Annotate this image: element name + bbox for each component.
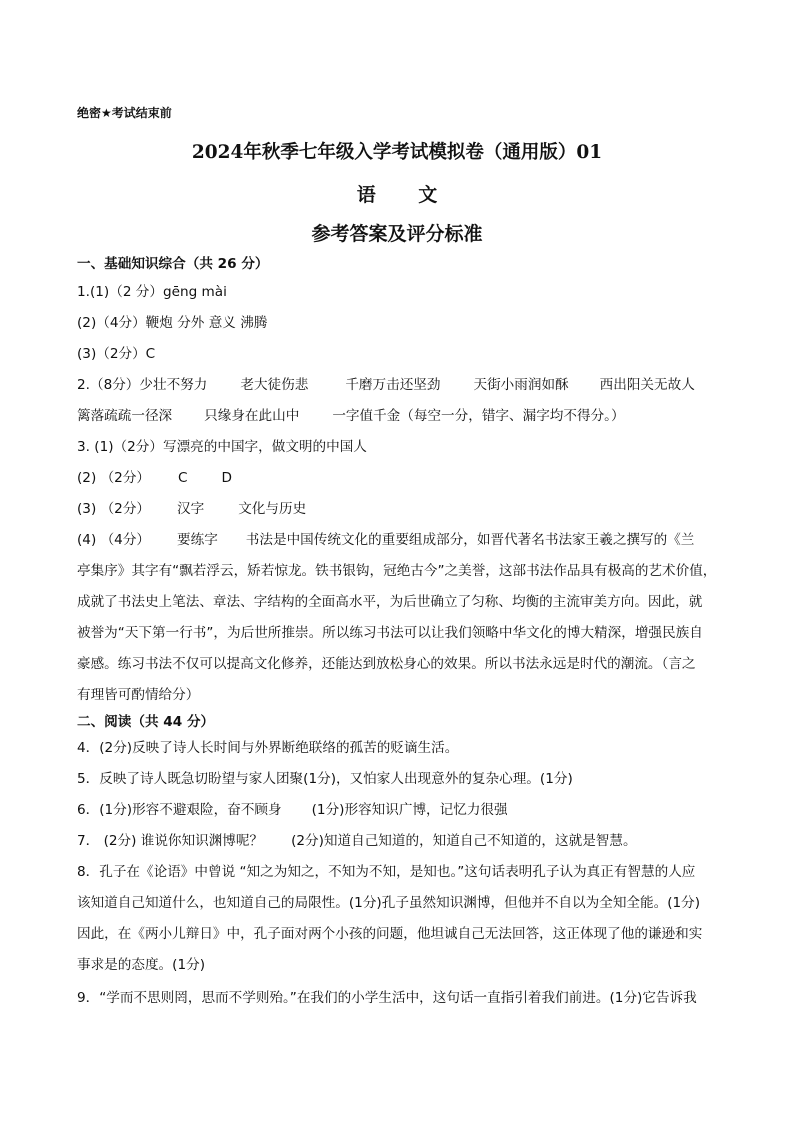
- answer-line: [77, 833, 637, 849]
- exam-title: 2024年秋季七年级入学考试模拟卷（通用版）01: [191, 142, 603, 163]
- answer-part: 天街小雨润如酥: [473, 377, 569, 393]
- answer-part: (2) （2分）: [77, 470, 151, 486]
- answer-part: 一字值千金（每空一分，错字、漏字均不得分。）: [332, 408, 625, 424]
- answer-line: 被誉为“天下第一行书”，为后世所推崇。所以练习书法可以让我们领略中华文化的博大精深，增强民族自: [77, 625, 703, 641]
- answer-part: 只缘身在此山中: [204, 408, 300, 424]
- answer-part: 要练字: [177, 532, 218, 548]
- section-heading-basic-knowledge: 一、基础知识综合（共 26 分）: [77, 256, 269, 272]
- answer-line: [77, 377, 695, 393]
- answer-line: 3. (1)（2分）写漂亮的中国字，做文明的中国人: [77, 439, 367, 455]
- confidential-mark: 绝密★考试结束前: [77, 106, 172, 120]
- answer-part: 老大徒伤悲: [240, 377, 309, 393]
- answer-line: 因此，在《两小儿辩日》中，孔子面对两个小孩的问题，他坦诚自己无法回答，这正体现了他的谦逊和实: [77, 926, 703, 942]
- answer-line: [77, 802, 508, 818]
- answer-line: [77, 470, 232, 486]
- answer-line: 9．“学而不思则罔，思而不学则殆。”在我们的小学生活中，这句话一直指引着我们前进。(1分)它告诉我: [77, 990, 697, 1006]
- answer-line: [77, 532, 694, 548]
- answer-part: D: [221, 470, 232, 486]
- answer-part: 2.（8分）少壮不努力: [77, 377, 208, 393]
- answer-line: 事求是的态度。(1分): [77, 957, 206, 973]
- answer-line: 5．反映了诗人既急切盼望与家人团聚(1分)，又怕家人出现意外的复杂心理。(1分): [77, 771, 573, 787]
- answer-part: 7． (2分) 谁说你知识渊博呢？: [77, 833, 264, 849]
- answer-part: (3) （2分）: [77, 501, 151, 517]
- document-title: 参考答案及评分标准: [311, 223, 483, 245]
- answer-part: 汉字: [177, 501, 205, 517]
- answer-part: (4) （4分）: [77, 532, 151, 548]
- answer-line: 有理皆可酌情给分）: [77, 687, 200, 703]
- answer-line: 成就了书法史上笔法、章法、字结构的全面高水平，为后世确立了匀称、均衡的主流审美方向。因此，就: [77, 594, 703, 610]
- answer-part: 6．(1分)形容不避艰险，奋不顾身: [77, 802, 282, 818]
- answer-part: 千磨万击还坚劲: [345, 377, 441, 393]
- subject-title: 语 文: [356, 184, 456, 206]
- answer-line: 8．孔子在《论语》中曾说 “知之为知之，不知为不知，是知也。”这句话表明孔子认为真正有智慧的人应: [77, 864, 696, 880]
- answer-part: 文化与历史: [238, 501, 307, 517]
- answer-part: (1分)形容知识广博，记忆力很强: [311, 802, 508, 818]
- answer-line: 亭集序》其字有“飘若浮云，矫若惊龙。铁书银钩，冠绝古今”之美誉，这部书法作品具有极高的艺术价值，: [77, 563, 717, 579]
- answer-part: 篱落疏疏一径深: [77, 408, 173, 424]
- answer-line: 该知道自己知道什么，也知道自己的局限性。(1分)孔子虽然知识渊博，但他并不自以为全知全能。(1分): [77, 895, 701, 911]
- answer-line: 1.(1)（2 分）gēng mài: [77, 284, 227, 300]
- section-heading-reading: 二、阅读（共 44 分）: [77, 714, 215, 730]
- answer-line: 豪感。练习书法不仅可以提高文化修养，还能达到放松身心的效果。所以书法永远是时代的潮流。（言之: [77, 656, 696, 672]
- answer-part: 书法是中国传统文化的重要组成部分，如晋代著名书法家王羲之撰写的《兰: [245, 532, 695, 548]
- answer-part: (2分)知道自己知道的，知道自己不知道的，这就是智慧。: [291, 833, 637, 849]
- answer-line: [77, 408, 625, 424]
- answer-line: [77, 501, 306, 517]
- answer-line: 4．(2分)反映了诗人长时间与外界断绝联络的孤苦的贬谪生活。: [77, 740, 459, 756]
- answer-part: 西出阳关无故人: [599, 377, 695, 393]
- answer-part: C: [178, 470, 188, 486]
- answer-line: (3)（2分）C: [77, 346, 156, 362]
- answer-line: (2)（4分）鞭炮 分外 意义 沸腾: [77, 315, 268, 331]
